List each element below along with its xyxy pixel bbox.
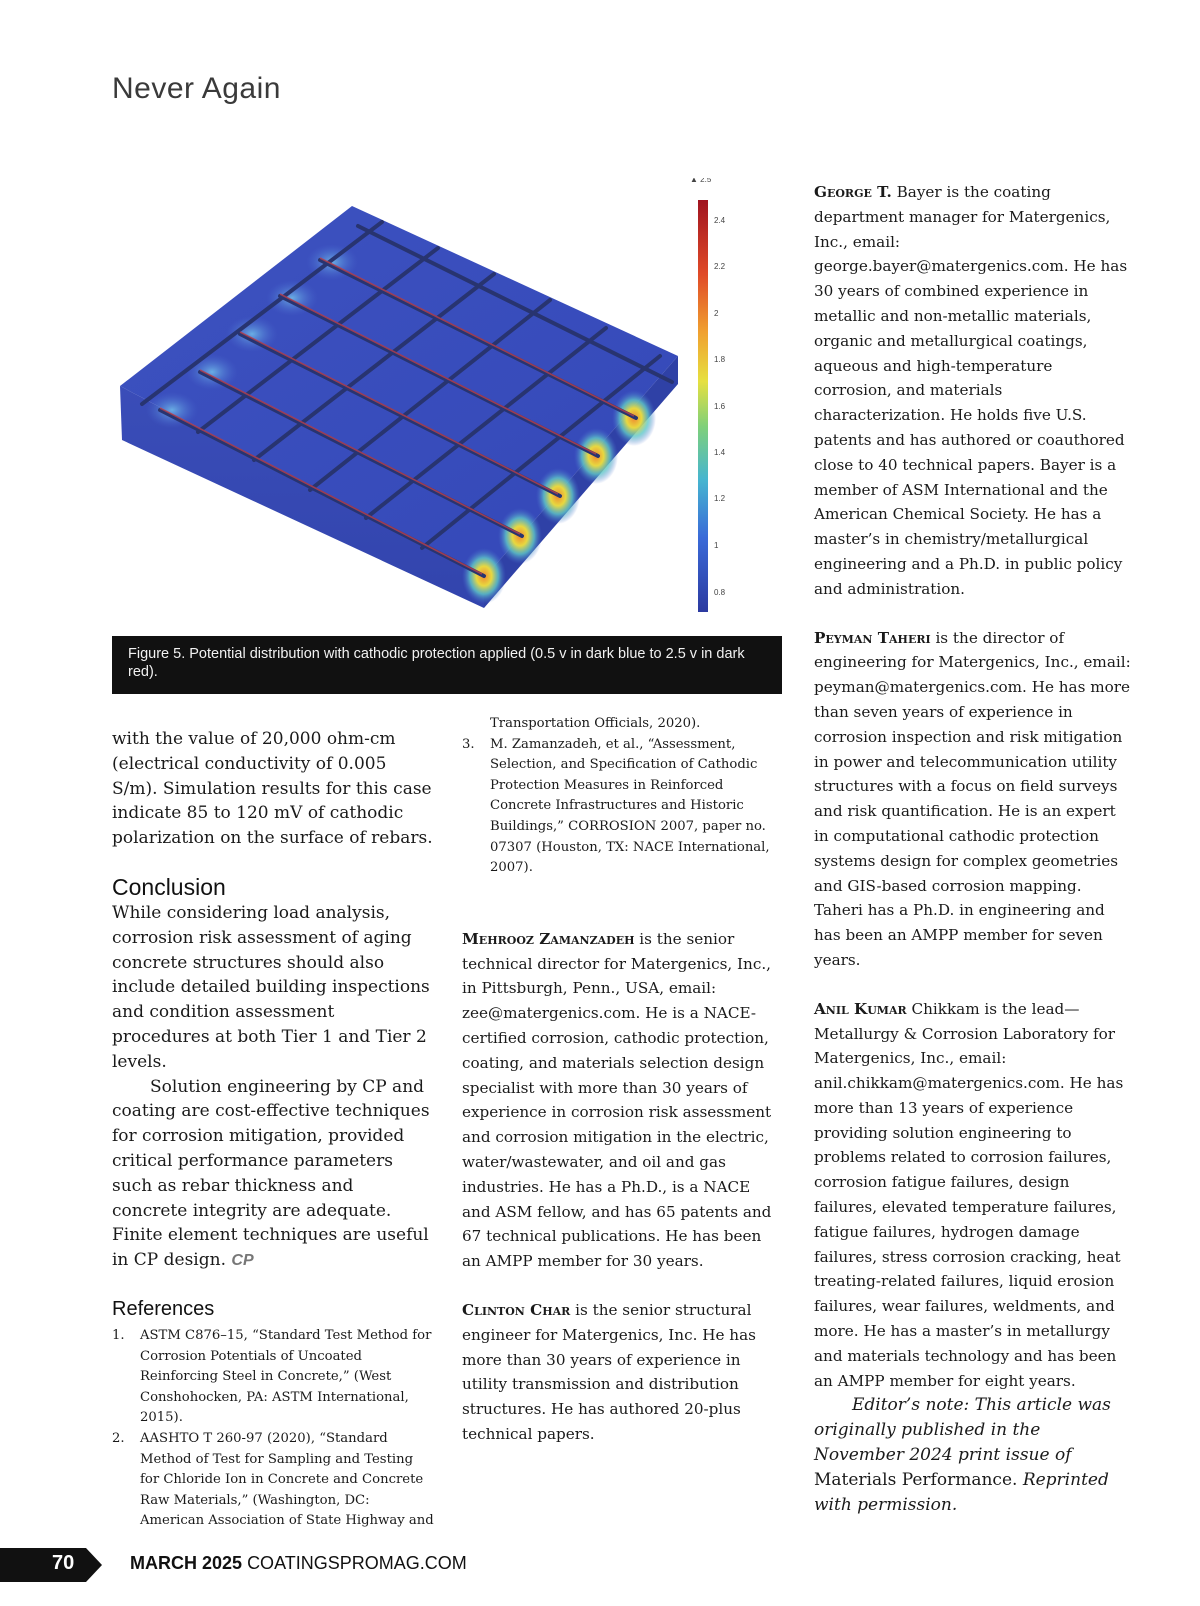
- colorbar: [698, 200, 708, 612]
- right-column: [814, 180, 1134, 1517]
- author-bio: [462, 1298, 780, 1447]
- reference-text: AASHTO T 260-97 (2020), “Standard Method of Test for Sampling and Testing for Chloride Ion in Concrete and Concrete Raw Materials,” (Washington, DC: American Association of State Highway and: [140, 1430, 434, 1529]
- section-title: Never Again: [112, 72, 281, 105]
- reference-text: Transportation Officials, 2020).: [490, 716, 701, 731]
- conclusion-heading: Conclusion: [112, 873, 226, 900]
- references-list-continued: [462, 714, 780, 879]
- colorbar-tick: 1.4: [714, 448, 726, 457]
- colorbar-tick: 1.8: [714, 355, 726, 364]
- reference-text: M. Zamanzadeh, et al., “Assessment, Selection, and Specification of Cathodic Protection Measures in Reinforced Concrete Infrastructures and Historic Buildings,” CORROSION 2007, paper no. 07307 (Houston, TX: NACE International, 2007).: [490, 736, 770, 876]
- middle-column: [462, 714, 780, 1447]
- colorbar-tick: 1.2: [714, 494, 726, 503]
- reference-number: 3.: [462, 736, 475, 752]
- author-bio-text: is the senior technical director for Matergenics, Inc., in Pittsburgh, Penn., USA, email: zee@matergenics.com. He is a NACE-certified corrosion, cathodic protection, coating, and materials selection design specialist with more than 30 years of experience in corrosion risk assessment and corrosion mitigation in the electric, water/wastewater, and oil and gas industries. He has a Ph.D., is a NACE and ASM fellow, and has 65 patents and 67 technical publications. He has been an AMPP member for 30 years.: [462, 929, 772, 1271]
- author-name: Anil Kumar: [814, 999, 907, 1018]
- reference-text: ASTM C876–15, “Standard Test Method for Corrosion Potentials of Uncoated Reinforcing Steel in Concrete,” (West Conshohocken, PA: ASTM International, 2015).: [140, 1327, 432, 1426]
- body-paragraph: with the value of 20,000 ohm-cm (electrical conductivity of 0.005 S/m). Simulation results for this case indicate 85 to 120 mV of cathodic polarization on the surface of rebars.: [112, 729, 433, 849]
- reference-item: [462, 714, 780, 735]
- colorbar-tick: 2.2: [714, 262, 726, 271]
- colorbar-tick: 1: [714, 541, 719, 550]
- author-bio: [814, 626, 1134, 973]
- references-list: [112, 1326, 434, 1532]
- author-bio-text: Chikkam is the lead—Metallurgy & Corrosion Laboratory for Matergenics, Inc., email: anil.chikkam@matergenics.com. He has more than 13 years of experience providing solution engineering to problems related to corrosion failures, corrosion fatigue failures, design failures, elevated temperature failures, fatigue failures, hydrogen damage failures, stress corrosion cracking, heat treating-related failures, liquid erosion failures, wear failures, weldments, and more. He has a master’s in metallurgy and materials technology and has been an AMPP member for eight years.: [814, 999, 1124, 1390]
- editor-note: [814, 1393, 1134, 1517]
- author-bio-text: is the senior structural engineer for Matergenics, Inc. He has more than 30 years of experience in utility transmission and distribution structures. He has authored 20-plus technical papers.: [462, 1300, 756, 1443]
- figure-5: [112, 178, 782, 636]
- colorbar-tick: 2: [714, 309, 719, 318]
- reference-number: 1.: [112, 1327, 125, 1343]
- colorbar-max-label: ▲ 2.5: [690, 178, 712, 184]
- potential-distribution-image: [112, 178, 782, 636]
- author-bio-text: Bayer is the coating department manager for Matergenics, Inc., email: george.bayer@matergenics.com. He has 30 years of combined experience in metallic and non-metallic materials, organic and metallurgical coatings, aqueous and high-temperature corrosion, and materials characterization. He holds five U.S. patents and has authored or coauthored close to 40 technical papers. Bayer is a member of ASM International and the American Chemical Society. He has a master’s in chemistry/metallurgical engineering and a Ph.D. in public policy and administration.: [814, 183, 1128, 598]
- author-name: Clinton Char: [462, 1300, 571, 1319]
- colorbar-tick: 1.6: [714, 402, 726, 411]
- reference-item: [112, 1326, 434, 1429]
- body-paragraph: While considering load analysis, corrosion risk assessment of aging concrete structures should also include detailed building inspections and condition assessment procedures at both Tier 1 and Tier 2 levels.: [112, 902, 430, 1072]
- author-bio-text: is the director of engineering for Matergenics, Inc., email: peyman@matergenics.com. He has more than seven years of experience in corrosion inspection and risk mitigation in power and telecommunication utility structures with a focus on field surveys and risk quantification. He is an expert in computational cathodic protection systems design for complex geometries and GIS-based corrosion mapping. Taheri has a Ph.D. in engineering and has been an AMPP member for seven years.: [814, 628, 1131, 969]
- page-number-tab: [0, 1548, 102, 1582]
- author-name: George T.: [814, 183, 892, 201]
- author-bio: [462, 927, 780, 1274]
- left-column: [112, 727, 434, 1532]
- colorbar-tick: 2.4: [714, 216, 726, 225]
- reference-item: [112, 1429, 434, 1532]
- colorbar-tick: 0.8: [714, 588, 726, 597]
- editor-note-italic: Editor’s note: This article was originally published in the November 2024 print issue of: [814, 1395, 1111, 1466]
- author-bio: [814, 997, 1134, 1394]
- author-name: Peyman Taheri: [814, 628, 931, 647]
- footer-line: [130, 1553, 467, 1574]
- issue-date: MARCH 2025: [130, 1553, 243, 1573]
- reference-item: [462, 735, 780, 879]
- author-bio: [814, 180, 1134, 602]
- body-paragraph: [112, 1075, 434, 1274]
- end-mark: CP: [231, 1252, 254, 1270]
- conclusion-text: Solution engineering by CP and coating are cost-effective techniques for corrosion mitigation, provided critical performance parameters such as rebar thickness and concrete integrity are adequate. Finite element techniques are useful in CP design.: [112, 1076, 430, 1271]
- editor-note-publication: Materials Performance.: [814, 1469, 1018, 1490]
- page-number: 70: [52, 1552, 75, 1574]
- slab-top-face: [120, 206, 678, 578]
- references-heading: References: [112, 1297, 215, 1320]
- site-name: COATINGSPROMAG.COM: [247, 1553, 467, 1573]
- editor-note-end: Reprinted with permission.: [814, 1469, 1109, 1515]
- reference-number: 2.: [112, 1430, 125, 1446]
- figure-caption: Figure 5. Potential distribution with cathodic protection applied (0.5 v in dark blue to 2.5 v in dark red).: [112, 636, 782, 694]
- author-name: Mehrooz Zamanzadeh: [462, 929, 635, 948]
